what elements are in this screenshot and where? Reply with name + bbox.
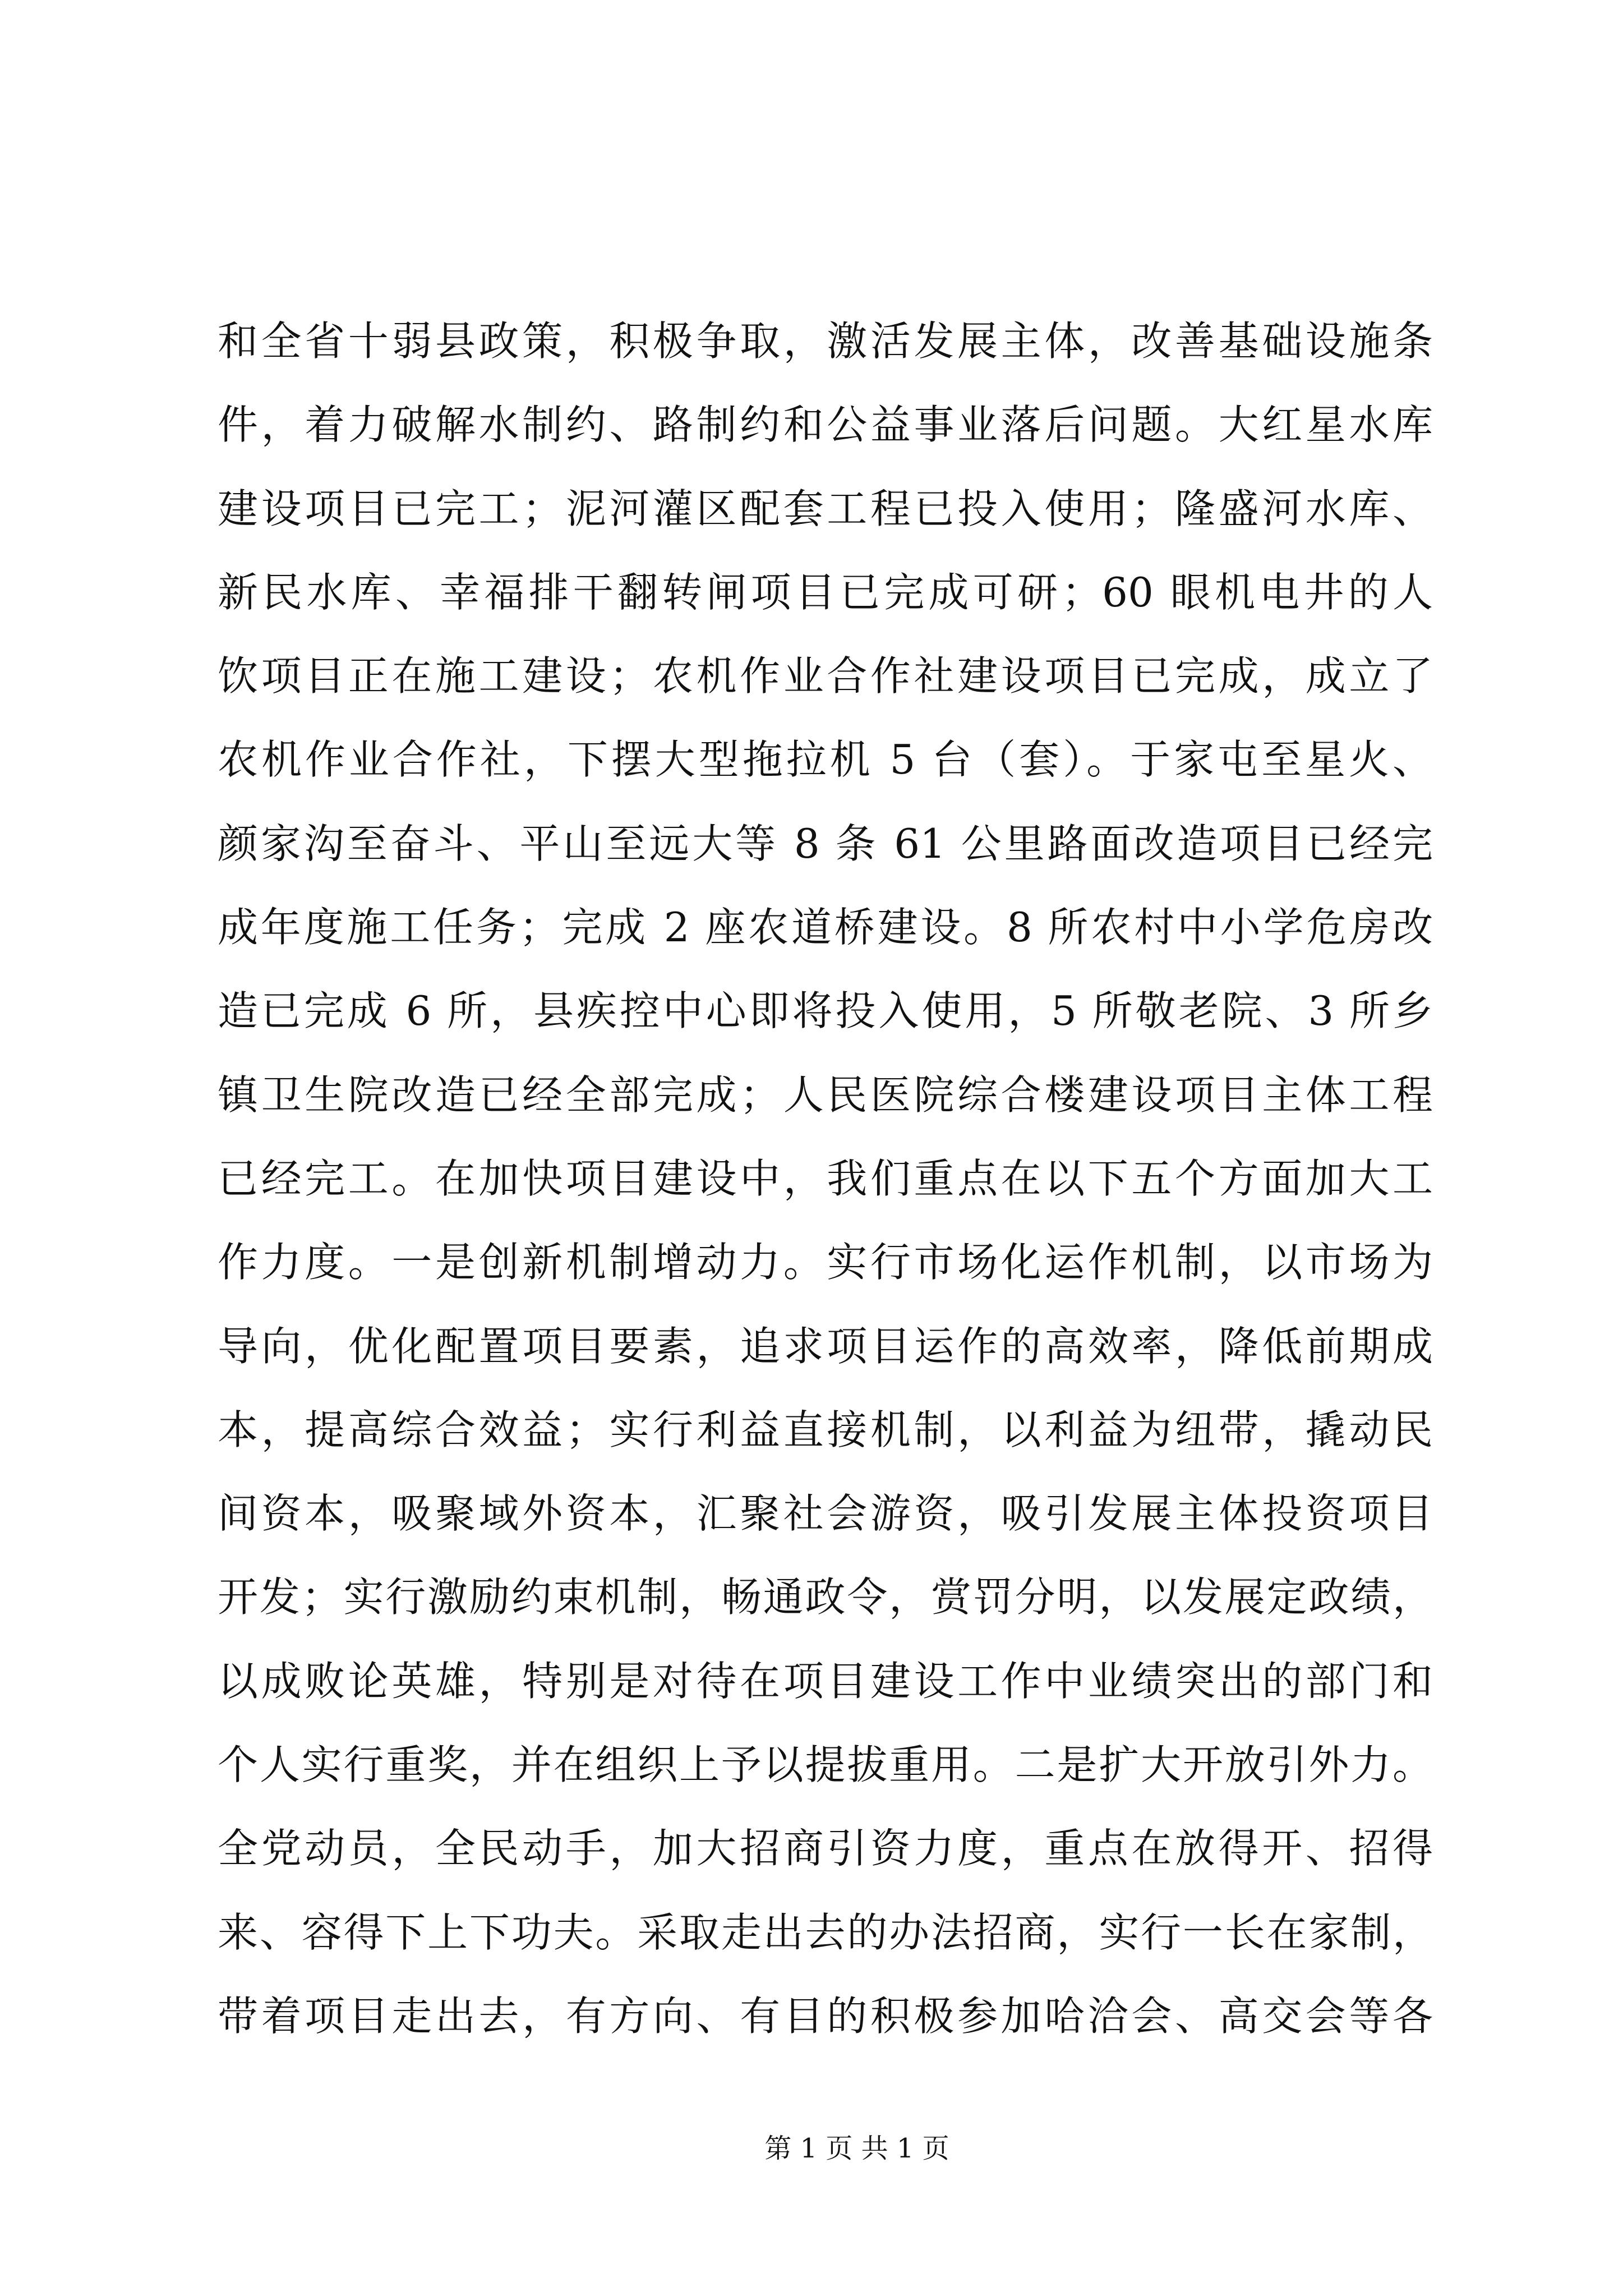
body-text-line: 开发；实行激励约束机制，畅通政令，赏罚分明，以发展定政绩，: [218, 1573, 1433, 1621]
body-text-line: 建设项目已完工；泥河灌区配套工程已投入使用；隆盛河水库、: [218, 485, 1433, 532]
body-text-line: 颜家沟至奋斗、平山至远大等 8 条 61 公里路面改造项目已经完: [218, 820, 1433, 867]
body-text: [218, 300, 1433, 2058]
body-text-line: 导向，优化配置项目要素，追求项目运作的高效率，降低前期成: [218, 1322, 1433, 1370]
body-text-line: 作力度。一是创新机制增动力。实行市场化运作机制，以市场为: [218, 1239, 1433, 1286]
body-text-line: 间资本，吸聚域外资本，汇聚社会游资，吸引发展主体投资项目: [218, 1490, 1433, 1538]
body-text-line: 件，着力破解水制约、路制约和公益事业落后问题。大红星水库: [218, 401, 1433, 449]
body-text-line: 饮项目正在施工建设；农机作业合作社建设项目已完成，成立了: [218, 652, 1433, 700]
body-text-line: 个人实行重奖，并在组织上予以提拔重用。二是扩大开放引外力。: [218, 1741, 1433, 1789]
body-text-line: 以成败论英雄，特别是对待在项目建设工作中业绩突出的部门和: [218, 1657, 1433, 1705]
body-text-line: 和全省十弱县政策，积极争取，激活发展主体，改善基础设施条: [218, 318, 1433, 365]
body-text-line: 新民水库、幸福排干翻转闸项目已完成可研；60 眼机电井的人: [218, 568, 1433, 616]
body-text-line: 镇卫生院改造已经全部完成；人民医院综合楼建设项目主体工程: [218, 1071, 1433, 1119]
body-text-line: 来、容得下上下功夫。采取走出去的办法招商，实行一长在家制，: [218, 1908, 1433, 1956]
body-text-line: 带着项目走出去，有方向、有目的积极参加哈洽会、高交会等各: [218, 1992, 1433, 2040]
page-footer-number: 第 1 页 共 1 页: [764, 2133, 949, 2164]
body-text-line: 已经完工。在加快项目建设中，我们重点在以下五个方面加大工: [218, 1154, 1433, 1202]
body-text-line: 成年度施工任务；完成 2 座农道桥建设。8 所农村中小学危房改: [218, 904, 1433, 951]
body-text-line: 全党动员，全民动手，加大招商引资力度，重点在放得开、招得: [218, 1825, 1433, 1872]
body-text-line: 农机作业合作社，下摆大型拖拉机 5 台（套）。于家屯至星火、: [218, 736, 1433, 784]
body-text-line: 本，提高综合效益；实行利益直接机制，以利益为纽带，撬动民: [218, 1406, 1433, 1453]
body-text-line: 造已完成 6 所，县疾控中心即将投入使用，5 所敬老院、3 所乡: [218, 987, 1433, 1035]
